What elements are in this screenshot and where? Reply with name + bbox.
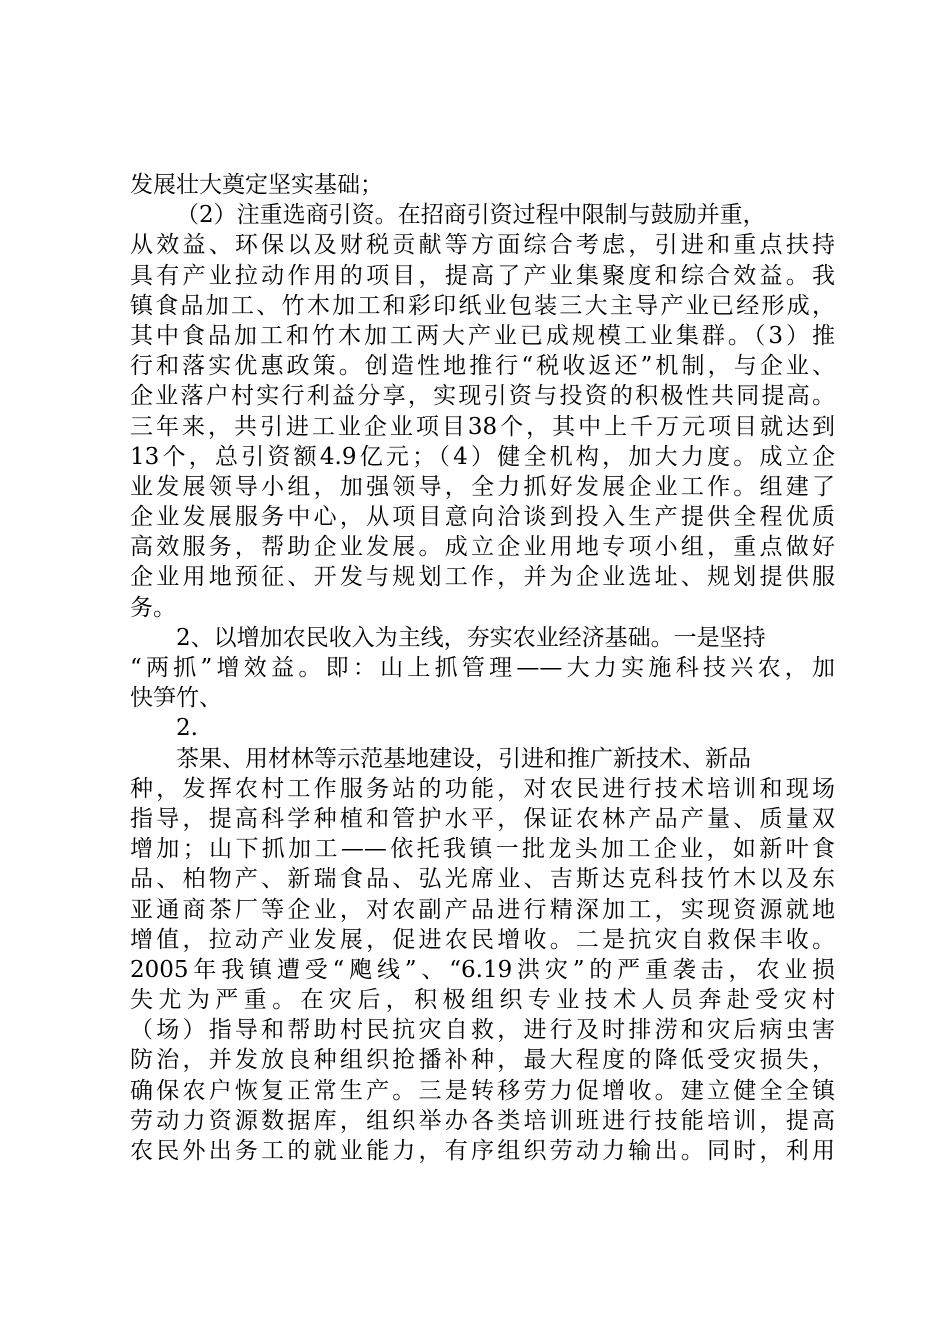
text-line: （场）指导和帮助村民抗灾自救，进行及时排涝和灾后病虫害 — [130, 1017, 835, 1044]
text-line: 农民外出务工的就业能力，有序组织劳动力输出。同时，利用 — [130, 1138, 835, 1164]
text-line: 品、柏物产、新瑞食品、弘光席业、吉斯达克科技竹木以及东 — [130, 866, 835, 893]
text-line: 防治，并发放良种组织抢播补种，最大程度的降低受灾损失， — [130, 1047, 835, 1074]
text-line: 指导，提高科学种植和管护水平，保证农林产品产量、质量双 — [130, 805, 835, 832]
text-line: 高效服务，帮助企业发展。成立企业用地专项小组，重点做好 — [130, 534, 835, 561]
text-line: （2）注重选商引资。在招商引资过程中限制与鼓励并重， — [176, 202, 766, 229]
text-line: 务。 — [130, 594, 176, 621]
text-line: 快笋竹、 — [130, 685, 222, 712]
text-line: 13个，总引资额4.9亿元；（4）健全机构，加大力度。成立企 — [130, 443, 835, 470]
text-line: 茶果、用材林等示范基地建设，引进和推广新技术、新品 — [176, 745, 751, 772]
page-number: 2. — [176, 715, 198, 742]
text-line: “两抓”增效益。即：山上抓管理——大力实施科技兴农，加 — [130, 655, 835, 681]
text-line: 劳动力资源数据库，组织举办各类培训班进行技能培训，提高 — [130, 1107, 835, 1134]
text-line: 企业发展服务中心，从项目意向洽谈到投入生产提供全程优质 — [130, 504, 835, 531]
text-line: 种，发挥农村工作服务站的功能，对农民进行技术培训和现场 — [130, 775, 835, 802]
text-line: 从效益、环保以及财税贡献等方面综合考虑，引进和重点扶持 — [130, 232, 835, 259]
text-line: 其中食品加工和竹木加工两大产业已成规模工业集群。（3）推 — [130, 322, 835, 349]
text-line: 2005年我镇遭受“飑线”、“6.19洪灾”的严重袭击，农业损 — [130, 956, 835, 983]
text-line: 镇食品加工、竹木加工和彩印纸业包装三大主导产业已经形成， — [130, 292, 835, 319]
text-line: 增值，拉动产业发展，促进农民增收。二是抗灾自救保丰收。 — [130, 926, 835, 953]
text-line: 亚通商茶厂等企业，对农副产品进行精深加工，实现资源就地 — [130, 896, 835, 923]
text-line: 具有产业拉动作用的项目，提高了产业集聚度和综合效益。我 — [130, 262, 835, 289]
document-body — [130, 170, 835, 1166]
text-line: 发展壮大奠定坚实基础； — [130, 172, 383, 198]
text-line: 增加；山下抓加工——依托我镇一批龙头加工企业，如新叶食 — [130, 836, 835, 863]
text-line: 三年来，共引进工业企业项目38个，其中上千万元项目就达到 — [130, 413, 835, 440]
text-line: 行和落实优惠政策。创造性地推行“税收返还”机制，与企业、 — [130, 353, 835, 380]
text-line: 确保农户恢复正常生产。三是转移劳力促增收。建立健全全镇 — [130, 1077, 835, 1104]
text-line: 失尤为严重。在灾后，积极组织专业技术人员奔赴受灾村 — [130, 987, 835, 1014]
text-line: 企业落户村实行利益分享，实现引资与投资的积极性共同提高。 — [130, 383, 835, 410]
text-line: 业发展领导小组，加强领导，全力抓好发展企业工作。组建了 — [130, 473, 835, 500]
text-line: 2、以增加农民收入为主线，夯实农业经济基础。一是坚持 — [176, 624, 766, 651]
text-line: 企业用地预征、开发与规划工作，并为企业选址、规划提供服 — [130, 564, 835, 591]
